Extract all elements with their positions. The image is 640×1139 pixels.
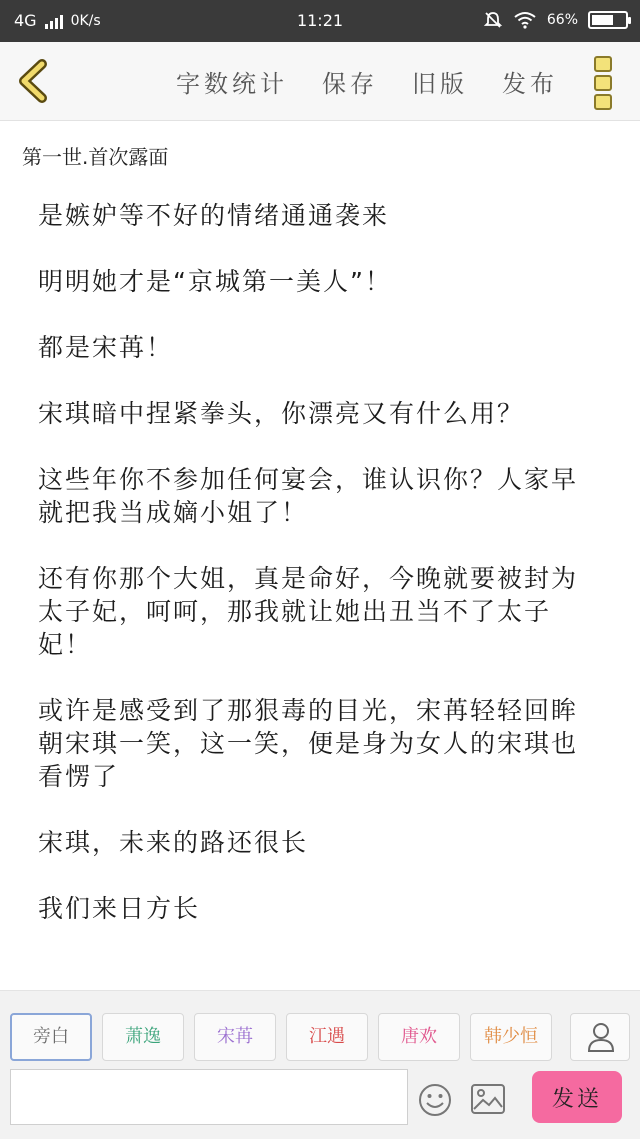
paragraph: 是嫉妒等不好的情绪通通袭来 bbox=[38, 201, 390, 230]
character-chip-narrator[interactable] bbox=[10, 1013, 92, 1061]
user-icon bbox=[587, 1022, 615, 1052]
character-name: 宋苒 bbox=[217, 1026, 253, 1047]
paragraph: 或许是感受到了那狠毒的目光，宋苒轻轻回眸朝宋琪一笑，这一笑，便是身为女人的宋琪也看愣了 bbox=[38, 696, 579, 791]
character-name: 唐欢 bbox=[401, 1026, 437, 1047]
old-version-button[interactable]: 旧版 bbox=[412, 70, 468, 98]
more-menu-icon[interactable] bbox=[594, 56, 614, 110]
paragraph: 还有你那个大姐，真是命好，今晚就要被封为太子妃，呵呵，那我就让她出丑当不了太子妃！ bbox=[38, 564, 579, 659]
character-name: 韩少恒 bbox=[484, 1026, 538, 1047]
network-speed: 0K/s bbox=[70, 12, 101, 29]
editor-toolbar bbox=[0, 42, 640, 121]
paragraph: 宋琪暗中捏紧拳头，你漂亮又有什么用？ bbox=[38, 399, 525, 428]
send-button[interactable]: 发送 bbox=[532, 1071, 622, 1123]
back-icon[interactable] bbox=[14, 58, 54, 104]
character-name: 萧逸 bbox=[125, 1026, 161, 1047]
composer-panel bbox=[0, 990, 640, 1139]
battery-percent: 66% bbox=[546, 12, 578, 28]
chapter-title[interactable]: 第一世.首次露面 bbox=[22, 145, 169, 169]
image-icon[interactable] bbox=[470, 1083, 506, 1115]
battery-icon bbox=[588, 11, 628, 29]
save-button[interactable]: 保存 bbox=[322, 70, 378, 98]
word-count-button[interactable]: 字数统计 bbox=[176, 70, 288, 98]
network-type: 4G bbox=[14, 11, 37, 30]
character-chip-hanshaoheng[interactable] bbox=[470, 1013, 552, 1061]
character-chip-songran[interactable] bbox=[194, 1013, 276, 1061]
message-input[interactable] bbox=[10, 1069, 408, 1125]
mute-alarm-icon bbox=[483, 10, 503, 30]
story-content[interactable] bbox=[38, 196, 598, 990]
character-chip-xiaoyi[interactable] bbox=[102, 1013, 184, 1061]
paragraph: 这些年你不参加任何宴会，谁认识你？人家早就把我当成嫡小姐了！ bbox=[38, 465, 579, 527]
paragraph: 都是宋苒！ bbox=[38, 333, 174, 362]
clock: 11:21 bbox=[296, 11, 344, 30]
paragraph: 宋琪，未来的路还很长 bbox=[38, 828, 309, 857]
publish-button[interactable]: 发布 bbox=[502, 70, 558, 98]
paragraph: 我们来日方长 bbox=[38, 894, 201, 923]
character-selector bbox=[10, 1013, 552, 1061]
emoji-icon[interactable] bbox=[418, 1083, 452, 1117]
character-chip-tanghuan[interactable] bbox=[378, 1013, 460, 1061]
wifi-icon bbox=[513, 11, 537, 29]
paragraph: 明明她才是“京城第一美人”！ bbox=[38, 267, 392, 296]
character-manage-button[interactable] bbox=[570, 1013, 630, 1061]
character-name: 江遇 bbox=[309, 1026, 345, 1047]
character-chip-jiangyu[interactable] bbox=[286, 1013, 368, 1061]
status-bar bbox=[0, 0, 640, 42]
character-name: 旁白 bbox=[33, 1026, 69, 1047]
